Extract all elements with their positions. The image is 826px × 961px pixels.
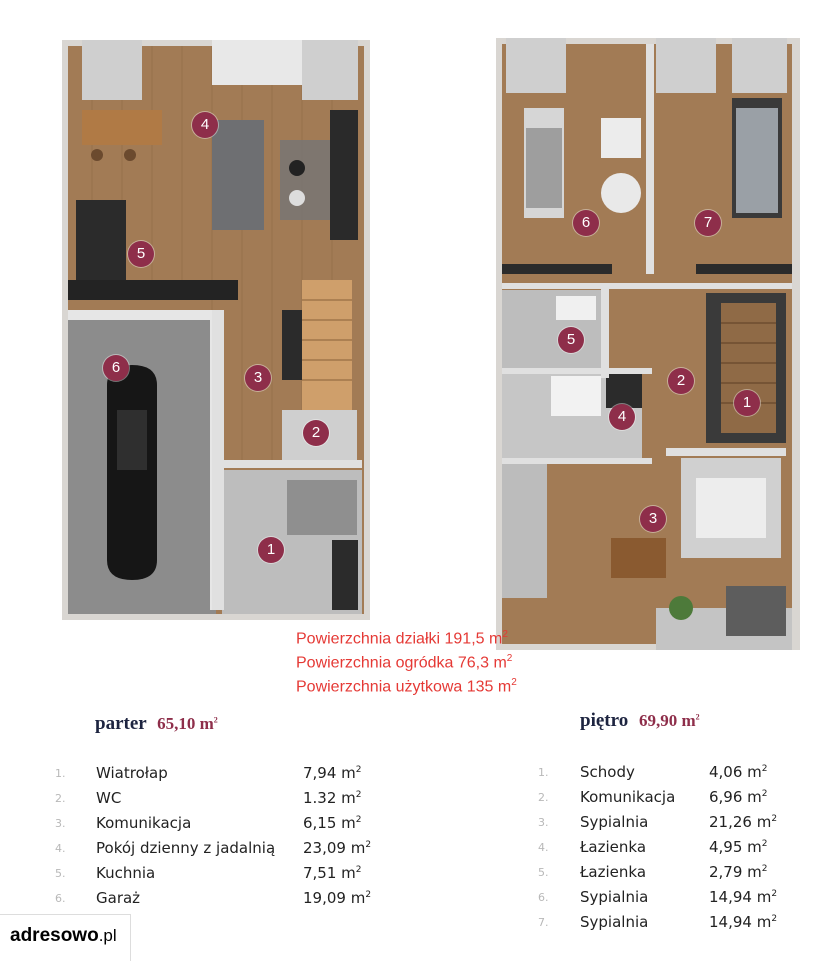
ground-marker-4: 4: [192, 112, 218, 138]
plot-area-note: Powierzchnia działki 191,5 $m^2$: [296, 629, 508, 648]
ground-marker-3: 3: [245, 365, 271, 391]
ground-marker-1: 1: [258, 537, 284, 563]
ground-room-row: 5. Kuchnia 7,51 $m^2$: [55, 864, 362, 882]
first-room-row: 4. Łazienka 4,95 $m^2$: [538, 838, 768, 856]
ground-room-row: 3. Komunikacja 6,15 $m^2$: [55, 814, 362, 832]
logo-suffix: .pl: [98, 926, 117, 945]
first-room-row: 2. Komunikacja 6,96 $m^2$: [538, 788, 768, 806]
first-marker-7: 7: [695, 210, 721, 236]
first-room-row: 3. Sypialnia 21,26 $m^2$: [538, 813, 778, 831]
first-marker-1: 1: [734, 390, 760, 416]
garden-area-note: Powierzchnia ogródka 76,3 $m^2$: [296, 653, 513, 672]
first-marker-4: 4: [609, 404, 635, 430]
ground-room-row: 6. Garaż 19,09 $m^2$: [55, 889, 372, 907]
ground-marker-6: 6: [103, 355, 129, 381]
ground-room-row: 4. Pokój dzienny z jadalnią 23,09 $m^2$: [55, 839, 372, 857]
ground-floor-area: 65,10 $m^2$: [157, 714, 218, 733]
first-marker-2: 2: [668, 368, 694, 394]
logo-brand: adresowo: [10, 925, 99, 946]
adresowo-logo[interactable]: [0, 914, 131, 961]
ground-floor-label: parter: [95, 713, 147, 734]
first-room-row: 7. Sypialnia 14,94 $m^2$: [538, 913, 778, 931]
first-marker-3: 3: [640, 506, 666, 532]
first-marker-6: 6: [573, 210, 599, 236]
ground-marker-2: 2: [303, 420, 329, 446]
ground-room-row: 2. WC 1.32 $m^2$: [55, 789, 362, 807]
first-floor-label: piętro: [580, 710, 629, 731]
ground-room-row: 1. Wiatrołap 7,94 $m^2$: [55, 764, 362, 782]
first-floor-title: [580, 710, 700, 732]
first-floor-area: 69,90 $m^2$: [638, 711, 700, 730]
first-room-row: 6. Sypialnia 14,94 $m^2$: [538, 888, 778, 906]
ground-marker-5: 5: [128, 241, 154, 267]
first-marker-5: 5: [558, 327, 584, 353]
usable-area-note: Powierzchnia użytkowa 135 $m^2$: [296, 677, 517, 696]
first-room-row: 1. Schody 4,06 $m^2$: [538, 763, 768, 781]
ground-floor-title: [95, 713, 218, 735]
first-room-row: 5. Łazienka 2,79 $m^2$: [538, 863, 768, 881]
first-floor-plan: [496, 38, 800, 650]
